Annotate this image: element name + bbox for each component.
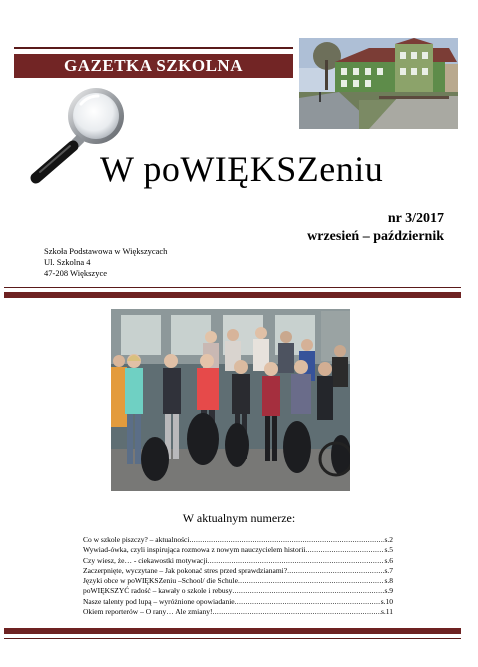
toc-item[interactable] (83, 586, 393, 596)
toc-leader (235, 597, 381, 607)
group-photo (111, 309, 350, 491)
toc-item[interactable] (83, 545, 393, 555)
newspaper-title: W poWIĘKSZeniu (100, 149, 384, 189)
school-city: 47-208 Większyce (44, 268, 107, 278)
toc-leader (232, 586, 384, 596)
toc-item-page: s.10 (380, 596, 393, 606)
toc-item-page: s.6 (384, 555, 393, 565)
issue-info (307, 210, 444, 246)
table-of-contents (83, 535, 393, 617)
masthead-banner (14, 54, 293, 78)
footer-rule-thin (4, 638, 461, 639)
toc-item-page: s.8 (384, 576, 393, 586)
toc-item[interactable] (83, 607, 393, 617)
toc-item-page: s.7 (384, 565, 393, 575)
toc-leader (213, 607, 381, 617)
toc-item-title: Wywiad-ówka, czyli inspirująca rozmowa z nowym nauczycielem historii (83, 545, 306, 555)
toc-item[interactable] (83, 556, 393, 566)
toc-item[interactable] (83, 576, 393, 586)
banner-text: GAZETKA SZKOLNA (64, 56, 243, 75)
school-address (44, 246, 167, 279)
footer-rule-thick (4, 628, 461, 634)
header-rule-thin (4, 287, 461, 288)
contents-heading: W aktualnym numerze: (182, 511, 296, 525)
toc-item-page: s.11 (380, 607, 393, 617)
top-rule (14, 47, 293, 49)
toc-leader (189, 535, 384, 545)
school-building-photo (299, 38, 458, 129)
toc-item-title: Nasze talenty pod lupą – wyróżnione opowiadanie (83, 596, 235, 606)
toc-item[interactable] (83, 566, 393, 576)
school-street: Ul. Szkolna 4 (44, 257, 91, 267)
toc-item-title: Języki obce w poWIĘKSZeniu –School/ die Schule (83, 576, 238, 586)
toc-leader (287, 566, 384, 576)
toc-leader (305, 545, 384, 555)
toc-item-page: s.9 (384, 586, 393, 596)
toc-leader (208, 556, 385, 566)
issue-number: nr 3/2017 (387, 211, 444, 226)
toc-item[interactable] (83, 535, 393, 545)
toc-item-title: Co w szkole piszczy? – aktualności (83, 535, 190, 544)
toc-item[interactable] (83, 597, 393, 607)
toc-item-title: Czy wiesz, że… - ciekawostki motywacji (83, 555, 208, 565)
header-rule-thick (4, 292, 461, 298)
toc-item-title: poWIĘKSZYĆ radość – kawały o szkole i rebusy (83, 586, 233, 596)
toc-item-page: s.5 (384, 545, 393, 555)
toc-item-page: s.2 (384, 535, 393, 544)
issue-period: wrzesień – październik (307, 229, 444, 244)
toc-item-title: Okiem reporterów – O rany… Ale zmiany! (83, 607, 213, 617)
toc-leader (238, 576, 384, 586)
school-name: Szkoła Podstawowa w Większycach (44, 246, 168, 256)
toc-item-title: Zaczerpnięte, wyczytane – Jak pokonać stres przed sprawdzianami? (83, 565, 288, 575)
